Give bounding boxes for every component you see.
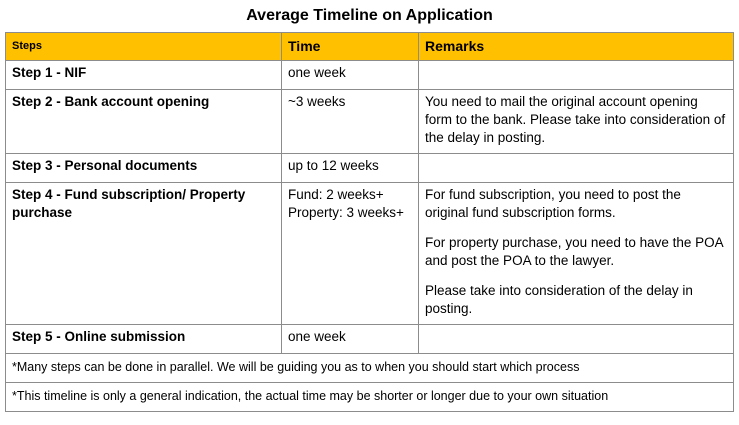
note-row — [6, 383, 734, 412]
table-row — [6, 90, 734, 154]
remarks-cell — [419, 154, 734, 183]
time-cell: Fund: 2 weeks+ Property: 3 weeks+ — [282, 183, 419, 325]
step-cell: Step 5 - Online submission — [6, 325, 282, 354]
note-text: *This timeline is only a general indication, the actual time may be shorter or longer due to your own situation — [6, 383, 734, 412]
table-header-row — [6, 33, 734, 61]
remark-text: For property purchase, you need to have the POA and post the POA to the lawyer. — [425, 235, 723, 268]
step-cell: Step 3 - Personal documents — [6, 154, 282, 183]
step-cell: Step 1 - NIF — [6, 61, 282, 90]
remarks-cell — [419, 325, 734, 354]
note-row — [6, 354, 734, 383]
remark-text: Please take into consideration of the delay in posting. — [425, 283, 693, 316]
remark-text: For fund subscription, you need to post the original fund subscription forms. — [425, 187, 681, 220]
header-remarks: Remarks — [419, 33, 734, 61]
header-steps: Steps — [6, 33, 282, 61]
header-time: Time — [282, 33, 419, 61]
remarks-cell — [419, 61, 734, 90]
step-cell: Step 4 - Fund subscription/ Property purchase — [6, 183, 282, 325]
remark-text: You need to mail the original account opening form to the bank. Please take into consideration of the delay in posting. — [425, 94, 726, 145]
page-title: Average Timeline on Application — [246, 7, 493, 24]
note-text: *Many steps can be done in parallel. We will be guiding you as to when you should start which process — [6, 354, 734, 383]
time-cell: up to 12 weeks — [282, 154, 419, 183]
table-row — [6, 183, 734, 325]
time-cell: one week — [282, 325, 419, 354]
remarks-cell — [419, 183, 734, 325]
table-row — [6, 61, 734, 90]
timeline-table — [5, 32, 734, 412]
table-row — [6, 154, 734, 183]
table-row — [6, 325, 734, 354]
time-cell: one week — [282, 61, 419, 90]
step-cell: Step 2 - Bank account opening — [6, 90, 282, 154]
remarks-cell — [419, 90, 734, 154]
time-cell: ~3 weeks — [282, 90, 419, 154]
